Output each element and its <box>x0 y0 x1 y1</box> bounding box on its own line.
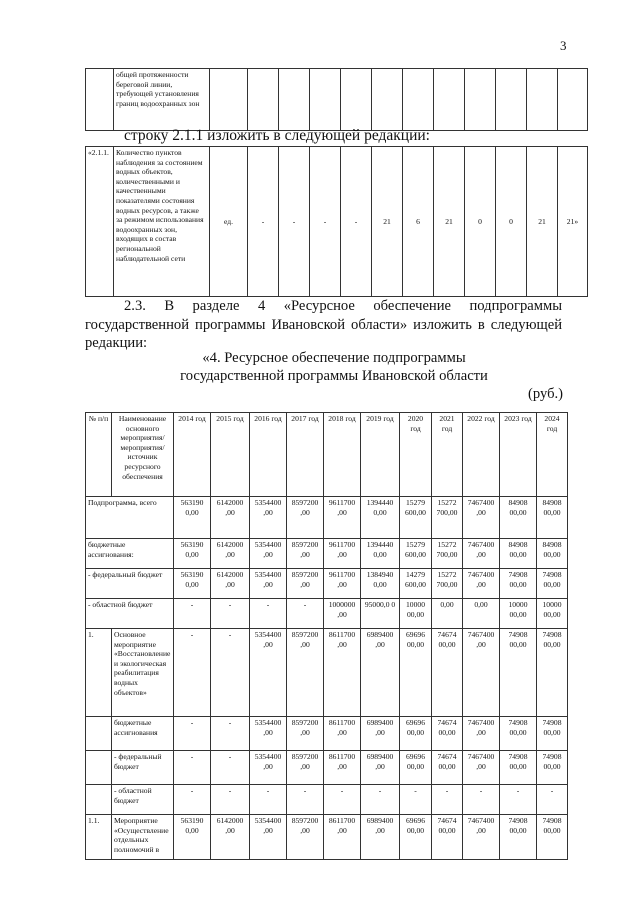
amount-cell: 563190 0,00 <box>174 569 211 599</box>
amount-cell: 5354400 ,00 <box>250 539 287 569</box>
amount-cell: 7467400 ,00 <box>463 569 500 599</box>
amount-cell: 7467400 ,00 <box>463 497 500 539</box>
amount-cell: 563190 0,00 <box>174 497 211 539</box>
amount-cell: 1394440 0,00 <box>361 539 400 569</box>
row-number: 1. <box>86 629 112 717</box>
row-label: - федеральный бюджет <box>112 751 174 785</box>
header-year: 2021 год <box>432 413 463 497</box>
amount-cell: 8597200 ,00 <box>287 815 324 860</box>
header-name: Наименование основного мероприятия/ мероприятия/ источник ресурсного обеспечения <box>112 413 174 497</box>
value-cell: 0 <box>465 147 496 297</box>
table-row <box>86 69 588 131</box>
amount-cell: 15272 700,00 <box>432 497 463 539</box>
indicator-description: Количество пунктов наблюдения за состоянием водных объектов, количественными и качественными показателями состояния водных ресурсов, а также за режимом использования водоохранных зон, входящих в состав региональной наблюдательной сети <box>114 147 210 297</box>
amount-cell: 6989400 ,00 <box>361 629 400 717</box>
amount-cell: 8597200 ,00 <box>287 569 324 599</box>
header-year: 2022 год <box>463 413 500 497</box>
value-cell: 21 <box>527 147 558 297</box>
row-number <box>86 785 112 815</box>
amount-cell: - <box>211 785 250 815</box>
header-number: № п/п <box>86 413 112 497</box>
amount-cell: 5354400 ,00 <box>250 815 287 860</box>
amount-cell: - <box>400 785 432 815</box>
amount-cell: 8597200 ,00 <box>287 497 324 539</box>
amount-cell: - <box>174 785 211 815</box>
resource-table <box>85 412 568 860</box>
unit-label: (руб.) <box>528 386 564 402</box>
table-row <box>86 497 568 539</box>
header-year: 2015 год <box>211 413 250 497</box>
value-cell: - <box>279 147 310 297</box>
amount-cell: 15272 700,00 <box>432 539 463 569</box>
amount-cell: - <box>361 785 400 815</box>
amount-cell: 6989400 ,00 <box>361 751 400 785</box>
amount-cell: 74674 00,00 <box>432 629 463 717</box>
amount-cell: 15272 700,00 <box>432 569 463 599</box>
amount-cell: 7467400 ,00 <box>463 751 500 785</box>
amount-cell: 563190 0,00 <box>174 539 211 569</box>
amount-cell: - <box>324 785 361 815</box>
table-row <box>86 785 568 815</box>
amount-cell: 74674 00,00 <box>432 751 463 785</box>
amount-cell: 95000,0 0 <box>361 599 400 629</box>
amount-cell: 69696 00,00 <box>400 815 432 860</box>
indicator-table <box>85 146 588 297</box>
row-label: Основное мероприятие «Восстановление и экологическая реабилитация водных объектов» <box>112 629 174 717</box>
amount-cell: 74908 00,00 <box>500 629 537 717</box>
paragraph-2-3-line1: 2.3. В разделе 4 «Ресурсное обеспечение подпрограммы <box>124 298 563 314</box>
amount-cell: 74908 00,00 <box>537 569 568 599</box>
amount-cell: 7467400 ,00 <box>463 717 500 751</box>
amount-cell: 0,00 <box>432 599 463 629</box>
section-title-line1: «4. Ресурсное обеспечение подпрограммы <box>202 350 466 366</box>
amount-cell: 563190 0,00 <box>174 815 211 860</box>
header-year: 2017 год <box>287 413 324 497</box>
amount-cell: - <box>432 785 463 815</box>
table-row <box>86 629 568 717</box>
amount-cell: 8611700 ,00 <box>324 717 361 751</box>
amount-cell: 0,00 <box>463 599 500 629</box>
amount-cell: - <box>174 717 211 751</box>
header-year: 2018 год <box>324 413 361 497</box>
amount-cell: 5354400 ,00 <box>250 717 287 751</box>
amount-cell: 8611700 ,00 <box>324 629 361 717</box>
amount-cell: 9611700 ,00 <box>324 497 361 539</box>
amount-cell: 6989400 ,00 <box>361 717 400 751</box>
value-cell: - <box>248 147 279 297</box>
amount-cell: 9611700 ,00 <box>324 569 361 599</box>
amount-cell: 7467400 ,00 <box>463 629 500 717</box>
amount-cell: 74908 00,00 <box>537 717 568 751</box>
value-cell: 21 <box>434 147 465 297</box>
header-year: 2024 год <box>537 413 568 497</box>
header-year: 2020 год <box>400 413 432 497</box>
amount-cell: - <box>174 629 211 717</box>
amount-cell: 9611700 ,00 <box>324 539 361 569</box>
amount-cell: 8611700 ,00 <box>324 815 361 860</box>
amount-cell: 74674 00,00 <box>432 717 463 751</box>
amount-cell: 15279 600,00 <box>400 539 432 569</box>
table-row <box>86 751 568 785</box>
amount-cell: 74908 00,00 <box>500 751 537 785</box>
amount-cell: 74908 00,00 <box>537 751 568 785</box>
row-number <box>86 717 112 751</box>
amount-cell: 6142000 ,00 <box>211 815 250 860</box>
row-number: 1.1. <box>86 815 112 860</box>
amount-cell: 14279 600,00 <box>400 569 432 599</box>
row-number <box>86 751 112 785</box>
table-row <box>86 569 568 599</box>
amount-cell: - <box>211 599 250 629</box>
amount-cell: - <box>250 785 287 815</box>
amount-cell: - <box>500 785 537 815</box>
table-row <box>86 815 568 860</box>
amount-cell: 8597200 ,00 <box>287 629 324 717</box>
amount-cell: 1384940 0,00 <box>361 569 400 599</box>
amount-cell: - <box>174 599 211 629</box>
amount-cell: 7467400 ,00 <box>463 815 500 860</box>
amount-cell: 8597200 ,00 <box>287 717 324 751</box>
amount-cell: - <box>250 599 287 629</box>
table-row <box>86 717 568 751</box>
amount-cell: 74908 00,00 <box>537 815 568 860</box>
amount-cell: 74908 00,00 <box>500 569 537 599</box>
amount-cell: 69696 00,00 <box>400 717 432 751</box>
amount-cell: 1394440 0,00 <box>361 497 400 539</box>
amount-cell: 8611700 ,00 <box>324 751 361 785</box>
table-header-row <box>86 413 568 497</box>
header-year: 2023 год <box>500 413 537 497</box>
value-cell: 6 <box>403 147 434 297</box>
amount-cell: 5354400 ,00 <box>250 751 287 785</box>
value-cell: - <box>310 147 341 297</box>
amount-cell: 6142000 ,00 <box>211 539 250 569</box>
header-year: 2016 год <box>250 413 287 497</box>
row-label: бюджетные ассигнования: <box>86 539 174 569</box>
header-year: 2014 год <box>174 413 211 497</box>
amount-cell: 6989400 ,00 <box>361 815 400 860</box>
header-year: 2019 год <box>361 413 400 497</box>
row-label: Мероприятие «Осуществление отдельных полномочий в <box>112 815 174 860</box>
table-row <box>86 599 568 629</box>
value-cell: 21» <box>558 147 588 297</box>
amount-cell: 74908 00,00 <box>537 629 568 717</box>
amount-cell: 5354400 ,00 <box>250 497 287 539</box>
amount-cell: 6142000 ,00 <box>211 497 250 539</box>
amount-cell: 1000000 ,00 <box>324 599 361 629</box>
paragraph-2-3-line3: редакции: <box>85 335 148 351</box>
amount-cell: 84908 00,00 <box>500 539 537 569</box>
amount-cell: - <box>287 599 324 629</box>
amount-cell: 84908 00,00 <box>537 497 568 539</box>
row-label: - областной бюджет <box>112 785 174 815</box>
unit-cell: ед. <box>210 147 248 297</box>
paragraph-2-3-line2: государственной программы Ивановской области» изложить в следующей <box>85 317 562 333</box>
amount-cell: - <box>211 751 250 785</box>
amount-cell: 69696 00,00 <box>400 629 432 717</box>
amount-cell: 74908 00,00 <box>500 717 537 751</box>
row-label: - областной бюджет <box>86 599 174 629</box>
row-label: - федеральный бюджет <box>86 569 174 599</box>
value-cell: 21 <box>372 147 403 297</box>
amount-cell: 10000 00,00 <box>400 599 432 629</box>
amount-cell: 8597200 ,00 <box>287 539 324 569</box>
row-label: Подпрограмма, всего <box>86 497 174 539</box>
amount-cell: - <box>174 751 211 785</box>
row-label: бюджетные ассигнования <box>112 717 174 751</box>
amount-cell: 69696 00,00 <box>400 751 432 785</box>
amount-cell: 7467400 ,00 <box>463 539 500 569</box>
table-row <box>86 147 588 297</box>
amount-cell: 74674 00,00 <box>432 815 463 860</box>
amount-cell: - <box>287 785 324 815</box>
amount-cell: 5354400 ,00 <box>250 569 287 599</box>
amount-cell: 8597200 ,00 <box>287 751 324 785</box>
amount-cell: 74908 00,00 <box>500 815 537 860</box>
amount-cell: - <box>211 717 250 751</box>
amount-cell: - <box>211 629 250 717</box>
row-number: «2.1.1. <box>86 147 114 297</box>
amount-cell: 84908 00,00 <box>500 497 537 539</box>
amount-cell: 6142000 ,00 <box>211 569 250 599</box>
page-number: 3 <box>560 38 567 53</box>
value-cell: - <box>341 147 372 297</box>
continuation-table <box>85 68 588 131</box>
amount-cell: 10000 00,00 <box>500 599 537 629</box>
table-row <box>86 539 568 569</box>
amount-cell: 10000 00,00 <box>537 599 568 629</box>
amount-cell: 15279 600,00 <box>400 497 432 539</box>
value-cell: 0 <box>496 147 527 297</box>
amount-cell: 84908 00,00 <box>537 539 568 569</box>
indicator-description: общей протяженности береговой линии, требующей установления границ водоохранных зон <box>114 69 210 131</box>
amount-cell: 5354400 ,00 <box>250 629 287 717</box>
section-title-line2: государственной программы Ивановской области <box>180 368 488 384</box>
amount-cell: - <box>537 785 568 815</box>
instruction-line: строку 2.1.1 изложить в следующей редакции: <box>124 127 430 144</box>
amount-cell: - <box>463 785 500 815</box>
